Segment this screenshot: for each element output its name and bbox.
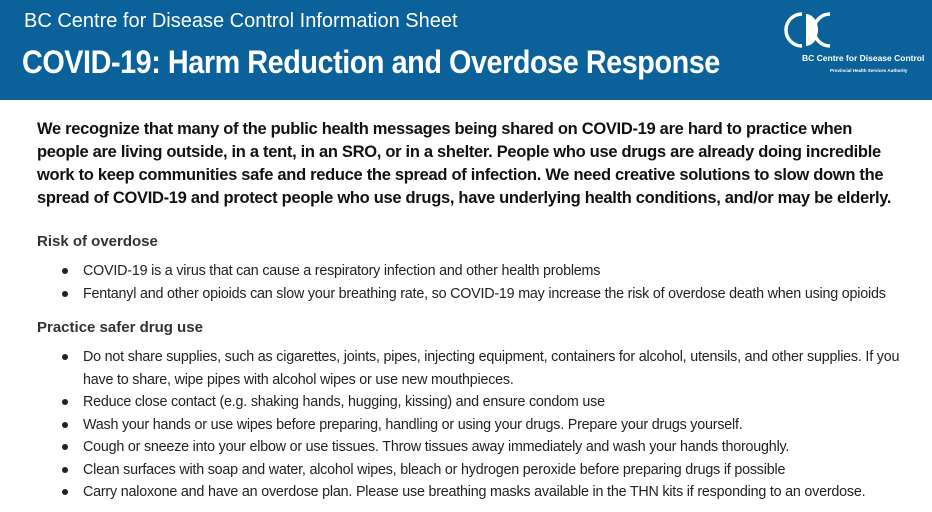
list-item: Reduce close contact (e.g. shaking hands, hugging, kissing) and ensure condom use [60, 391, 920, 414]
list-item: Clean surfaces with soap and water, alcohol wipes, bleach or hydrogen peroxide before preparing drugs if possible [60, 459, 920, 482]
logo-sub-name: Provincial Health Services Authority [830, 68, 908, 73]
list-item: Fentanyl and other opioids can slow your breathing rate, so COVID-19 may increase the risk of overdose death when using opioids [60, 283, 920, 306]
list-item: COVID-19 is a virus that can cause a respiratory infection and other health problems [60, 260, 920, 283]
section-heading-safer-use: Practice safer drug use [37, 319, 203, 336]
bccdc-logo [780, 10, 925, 80]
logo-org-name: BC Centre for Disease Control [802, 53, 925, 63]
list-item: Wash your hands or use wipes before preparing, handling or using your drugs. Prepare your drugs yourself. [60, 414, 920, 437]
header-subtitle: BC Centre for Disease Control Information Sheet [24, 10, 458, 32]
section-heading-risk: Risk of overdose [37, 233, 158, 250]
risk-list [60, 260, 920, 305]
page-title: COVID-19: Harm Reduction and Overdose Response [22, 44, 720, 80]
header-banner [0, 0, 932, 100]
list-item: Cough or sneeze into your elbow or use tissues. Throw tissues away immediately and wash your hands thoroughly. [60, 436, 920, 459]
list-item: Do not share supplies, such as cigarettes, joints, pipes, injecting equipment, containers for alcohol, utensils, and other supplies. If you have to share, wipe pipes with alcohol wipes or use new mouthpieces. [60, 346, 920, 391]
cdc-logo-icon [782, 10, 842, 50]
safer-use-list [60, 346, 920, 504]
list-item: Carry naloxone and have an overdose plan. Please use breathing masks available in the THN kits if responding to an overdose. [60, 481, 920, 504]
intro-paragraph: We recognize that many of the public health messages being shared on COVID-19 are hard to practice when people are living outside, in a tent, in an SRO, or in a shelter. People who use drugs are already doing incredible work to keep communities safe and reduce the spread of infection. We need creative solutions to slow down the spread of COVID-19 and protect people who use drugs, have underlying health conditions, and/or may be elderly. [37, 120, 892, 207]
